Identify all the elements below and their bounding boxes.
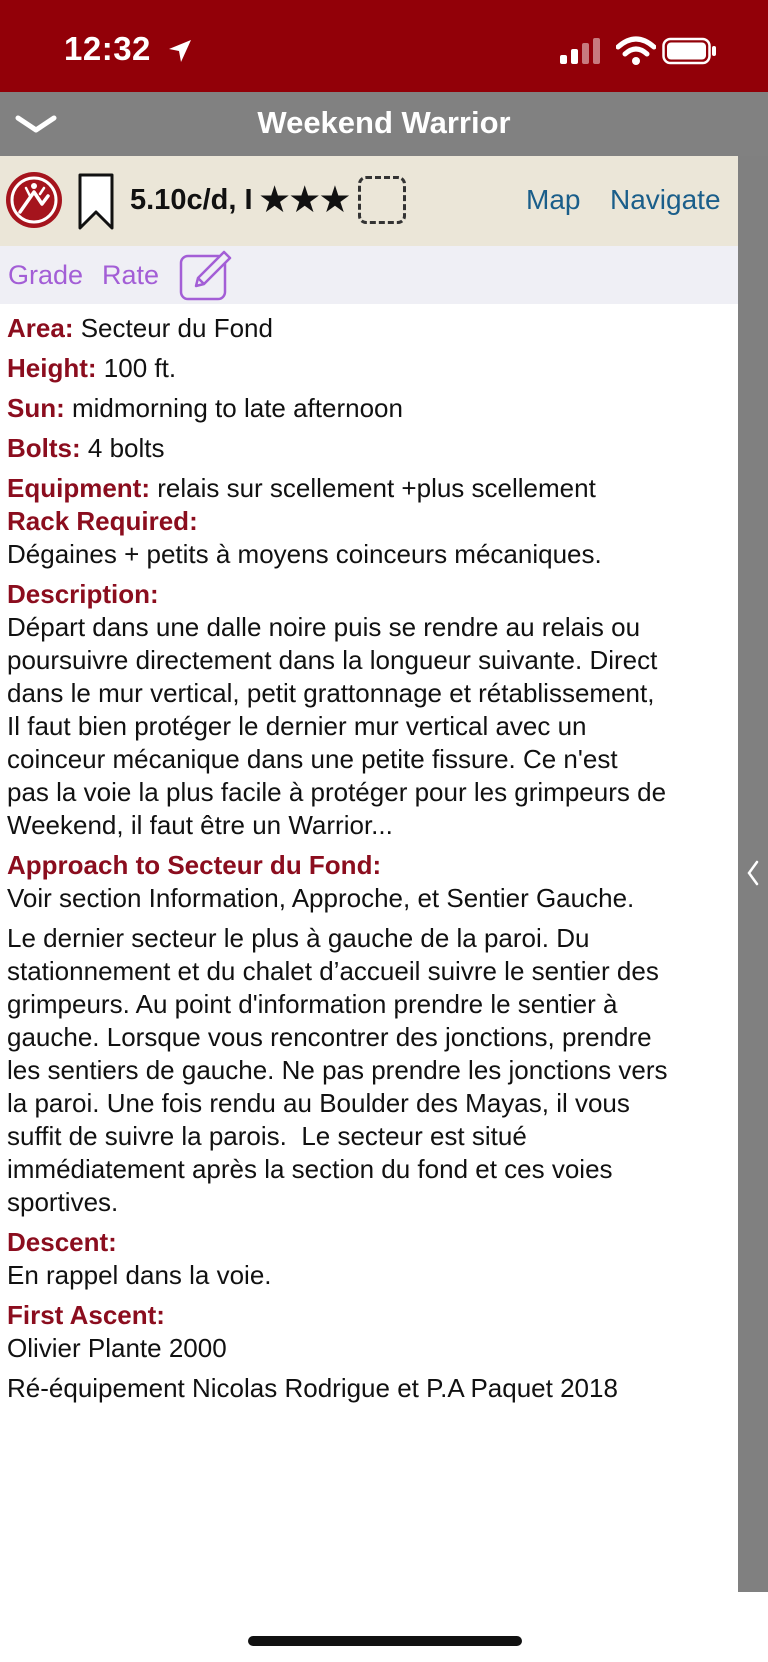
descent-section bbox=[7, 1226, 733, 1292]
navigate-button[interactable]: Navigate bbox=[610, 184, 721, 215]
side-panel-strip[interactable] bbox=[738, 156, 768, 1592]
area-label: Area: bbox=[7, 313, 74, 343]
equipment-label: Equipment: bbox=[7, 473, 150, 503]
wifi-icon bbox=[616, 36, 656, 66]
tick-checkbox[interactable] bbox=[358, 176, 406, 224]
equipment-row bbox=[7, 472, 733, 505]
description-label: Description: bbox=[7, 579, 159, 609]
description-line: pas la voie la plus facile à protéger pour les grimpeurs de bbox=[7, 777, 667, 807]
height-value: 100 ft. bbox=[103, 353, 177, 383]
approach-line: grimpeurs. Au point d'information prendre le sentier à bbox=[7, 989, 618, 1019]
bookmark-icon[interactable] bbox=[76, 172, 116, 232]
map-button[interactable]: Map bbox=[526, 184, 581, 215]
approach-line: les sentiers de gauche. Ne pas prendre les jonctions vers bbox=[7, 1055, 668, 1085]
approach-section bbox=[7, 849, 733, 1219]
climbing-route-icon bbox=[4, 170, 64, 230]
grade-button[interactable]: Grade bbox=[8, 260, 84, 290]
sun-label: Sun: bbox=[7, 393, 65, 423]
description-section bbox=[7, 578, 733, 842]
bolts-label: Bolts: bbox=[7, 433, 81, 463]
chevron-left-icon[interactable] bbox=[746, 860, 760, 886]
rate-button[interactable]: Rate bbox=[102, 260, 160, 290]
rack-label: Rack Required: bbox=[7, 506, 198, 536]
description-line: Weekend, il faut être un Warrior... bbox=[7, 810, 393, 840]
description-line: poursuivre directement dans la longueur suivante. Direct bbox=[7, 645, 658, 675]
approach-line: la paroi. Une fois rendu au Boulder des Mayas, il vous bbox=[7, 1088, 630, 1118]
height-label: Height: bbox=[7, 353, 97, 383]
bolts-value: 4 bolts bbox=[87, 433, 165, 463]
height-row bbox=[7, 352, 733, 385]
approach-line: immédiatement après la section du fond et ces voies bbox=[7, 1154, 613, 1184]
sun-row bbox=[7, 392, 733, 425]
area-value: Secteur du Fond bbox=[80, 313, 273, 343]
bolts-row bbox=[7, 432, 733, 465]
area-row bbox=[7, 312, 733, 345]
approach-line: sportives. bbox=[7, 1187, 119, 1217]
route-toolbar bbox=[0, 156, 738, 246]
approach-reference: Voir section Information, Approche, et Sentier Gauche. bbox=[7, 883, 635, 913]
cellular-signal-icon bbox=[560, 38, 604, 64]
first-ascent-label: First Ascent: bbox=[7, 1300, 165, 1330]
status-time: 12:32 bbox=[64, 30, 193, 68]
re-equipment-note: Ré-équipement Nicolas Rodrigue et P.A Paquet 2018 bbox=[7, 1373, 618, 1403]
description-line: coinceur mécanique dans une petite fissure. Ce n'est bbox=[7, 744, 618, 774]
approach-label: Approach to Secteur du Fond: bbox=[7, 850, 382, 880]
rack-value: Dégaines + petits à moyens coinceurs mécaniques. bbox=[7, 539, 602, 569]
descent-label: Descent: bbox=[7, 1227, 117, 1257]
rating-stars: ★★★ bbox=[258, 179, 349, 220]
route-details bbox=[7, 312, 733, 1405]
edit-pencil-icon[interactable] bbox=[178, 248, 234, 302]
description-line: Il faut bien protéger le dernier mur vertical avec un bbox=[7, 711, 587, 741]
approach-line: Le dernier secteur le plus à gauche de la paroi. Du bbox=[7, 923, 590, 953]
nav-bar bbox=[0, 92, 768, 156]
home-indicator bbox=[248, 1636, 522, 1646]
location-arrow-icon bbox=[167, 38, 193, 64]
descent-value: En rappel dans la voie. bbox=[7, 1260, 272, 1290]
approach-line: suffit de suivre la parois. Le secteur est situé bbox=[7, 1121, 527, 1151]
route-grade: 5.10c/d, I bbox=[130, 184, 253, 216]
description-line: Départ dans une dalle noire puis se rendre au relais ou bbox=[7, 612, 641, 642]
equipment-value: relais sur scellement +plus scellement bbox=[157, 473, 596, 503]
grade-rate-bar bbox=[0, 246, 738, 304]
sun-value: midmorning to late afternoon bbox=[72, 393, 403, 423]
page-title: Weekend Warrior bbox=[257, 105, 511, 140]
first-ascent-value: Olivier Plante 2000 bbox=[7, 1333, 227, 1363]
approach-line: gauche. Lorsque vous rencontrer des jonctions, prendre bbox=[7, 1022, 652, 1052]
description-line: dans le mur vertical, petit grattonnage et rétablissement, bbox=[7, 678, 655, 708]
approach-line: stationnement et du chalet d’accueil suivre le sentier des bbox=[7, 956, 659, 986]
status-bar bbox=[0, 0, 768, 92]
first-ascent-section bbox=[7, 1299, 733, 1405]
battery-icon bbox=[662, 36, 718, 66]
